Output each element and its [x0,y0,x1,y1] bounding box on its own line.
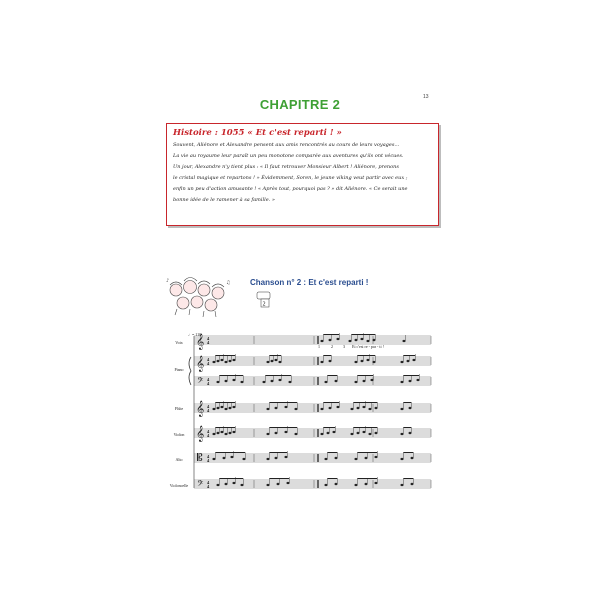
note-head [233,431,236,433]
note-head [229,407,232,409]
note-head [217,360,220,362]
time-signature: 4 [207,336,210,341]
note-head [371,379,374,381]
note-head [355,361,358,363]
piano-brace [189,357,191,385]
note-head [285,406,288,408]
chapter-title: CHAPITRE 2 [259,97,341,112]
note-head [233,406,236,408]
note-head [277,483,280,485]
note-head [409,407,412,409]
note-head [233,482,236,484]
bass-clef-icon: 𝄢 [197,377,204,388]
note-head [401,433,404,435]
instrument-label: Alto [175,457,183,462]
story-line: bonne idée de le ramener à sa famille. » [173,197,275,203]
measure-number: 2 [331,344,333,349]
note-head [327,432,330,434]
note-head [375,432,378,434]
note-head [275,407,278,409]
note-head [263,381,266,383]
note-head [335,483,338,485]
note-head [217,407,220,409]
note-head [373,339,376,341]
note-head [243,458,246,460]
note-head [355,381,358,383]
note-head [403,340,406,342]
time-signature: 4 [207,340,210,345]
note-head [271,380,274,382]
svg-text:2: 2 [262,301,266,308]
note-head [213,433,216,435]
note-head [279,361,282,363]
note-head [361,338,364,340]
note-head [285,456,288,458]
note-head [229,360,232,362]
time-signature: 4 [207,480,210,485]
note-head [221,406,224,408]
note-head [223,457,226,459]
note-head [369,433,372,435]
instrument-label: Voix [175,340,183,345]
note-head [351,408,354,410]
note-head [275,359,278,361]
note-head [267,484,270,486]
note-head [401,361,404,363]
note-head [401,484,404,486]
note-head [363,380,366,382]
notes [213,333,420,486]
note-head [375,407,378,409]
time-signature: 4 [207,454,210,459]
staves [189,336,431,488]
note-head [279,379,282,381]
note-head [333,431,336,433]
note-head [409,432,412,434]
tempo-marking: ♩= 110 [188,332,202,337]
treble-clef-icon: 𝄞 [196,401,205,417]
story-line: La vie au royaume leur paraît un peu monotone comparée aux aventures qu'ils ont vécues. [173,153,404,159]
note-head [221,431,224,433]
note-head [321,340,324,342]
story-line: Un jour, Alexandre n'y tient plus : « Il faut retrouver Monsieur Albert ! Aliénore, prenons [173,164,399,170]
note-head [401,381,404,383]
note-head [321,361,324,363]
note-head [409,380,412,382]
note-head [225,483,228,485]
note-head [241,381,244,383]
note-head [225,433,228,435]
note-head [337,338,340,340]
note-head [213,458,216,460]
note-head [375,482,378,484]
story-line: le cristal magique et repartons ! » Évidemment, Soren, le jeune viking veut partir avec eux ; [173,175,408,181]
story-title: Histoire : 1055 « Et c'est reparti ! » [173,128,342,138]
lyric-text: Et c'est re - par - ti ! [352,344,384,349]
note-head [225,361,228,363]
time-signature: 4 [207,458,210,463]
instrument-label: Flûte [174,406,184,411]
time-signature: 4 [207,361,210,366]
instrument-label: Violoncelle [169,483,189,488]
page-number: 13 [423,94,429,100]
note-head [357,407,360,409]
note-head [411,457,414,459]
note-head [217,432,220,434]
svg-text:♪: ♪ [166,278,170,284]
time-signature: 4 [207,408,210,413]
note-head [221,359,224,361]
note-head [401,408,404,410]
alto-clef-icon: 𝄡 [197,453,203,464]
measure-number: 3 [343,344,345,349]
note-head [295,408,298,410]
note-head [233,359,236,361]
note-head [231,456,234,458]
note-head [363,431,366,433]
note-head [217,484,220,486]
note-head [357,432,360,434]
note-head [267,408,270,410]
note-head [287,482,290,484]
time-signature: 4 [207,484,210,489]
note-head [411,483,414,485]
note-head [225,408,228,410]
note-head [417,379,420,381]
note-head [337,406,340,408]
note-head [365,457,368,459]
note-head [271,360,274,362]
treble-clef-icon: 𝄞 [196,334,205,350]
note-head [285,431,288,433]
children-illustration [166,278,230,318]
note-head [275,432,278,434]
time-signature: 4 [207,433,210,438]
note-head [355,484,358,486]
note-head [407,360,410,362]
treble-clef-icon: 𝄞 [196,426,205,442]
note-head [369,408,372,410]
note-head [355,339,358,341]
audio-icon [257,292,270,308]
note-head [225,380,228,382]
note-head [325,381,328,383]
note-head [365,483,368,485]
note-head [329,339,332,341]
note-head [401,458,404,460]
note-head [275,457,278,459]
note-head [351,433,354,435]
svg-text:♫: ♫ [226,280,231,286]
note-head [367,359,370,361]
note-head [267,433,270,435]
note-head [413,359,416,361]
note-head [289,381,292,383]
time-signature: 4 [207,404,210,409]
note-head [321,433,324,435]
note-head [325,458,328,460]
instrument-label: Violon [173,432,185,437]
note-head [363,406,366,408]
note-head [229,432,232,434]
note-head [321,408,324,410]
story-line: enfin un peu d'action amusante ! « Après tout, pourquoi pas ? » dit Aliénore. « Ce serait une [173,186,408,192]
note-head [335,457,338,459]
note-head [217,381,220,383]
time-signature: 4 [207,357,210,362]
note-head [213,408,216,410]
note-head [267,361,270,363]
measure-number: 1 [318,344,320,349]
note-head [361,360,364,362]
time-signature: 4 [207,377,210,382]
note-head [375,456,378,458]
note-head [329,407,332,409]
note-head [241,484,244,486]
note-head [267,458,270,460]
note-head [355,458,358,460]
note-head [367,340,370,342]
note-head [349,340,352,342]
instrument-label: Piano [174,367,184,372]
note-head [213,361,216,363]
bass-clef-icon: 𝄢 [197,480,204,491]
treble-clef-icon: 𝄞 [196,356,205,372]
note-head [329,360,332,362]
note-head [335,380,338,382]
song-title: Chanson n° 2 : Et c'est reparti ! [250,278,369,287]
note-head [295,433,298,435]
note-head [233,379,236,381]
note-head [325,484,328,486]
time-signature: 4 [207,429,210,434]
note-head [373,361,376,363]
time-signature: 4 [207,381,210,386]
story-line: Souvent, Aliénore et Alexandre pensent aux amis rencontrés au cours de leurs voyages… [173,142,400,148]
